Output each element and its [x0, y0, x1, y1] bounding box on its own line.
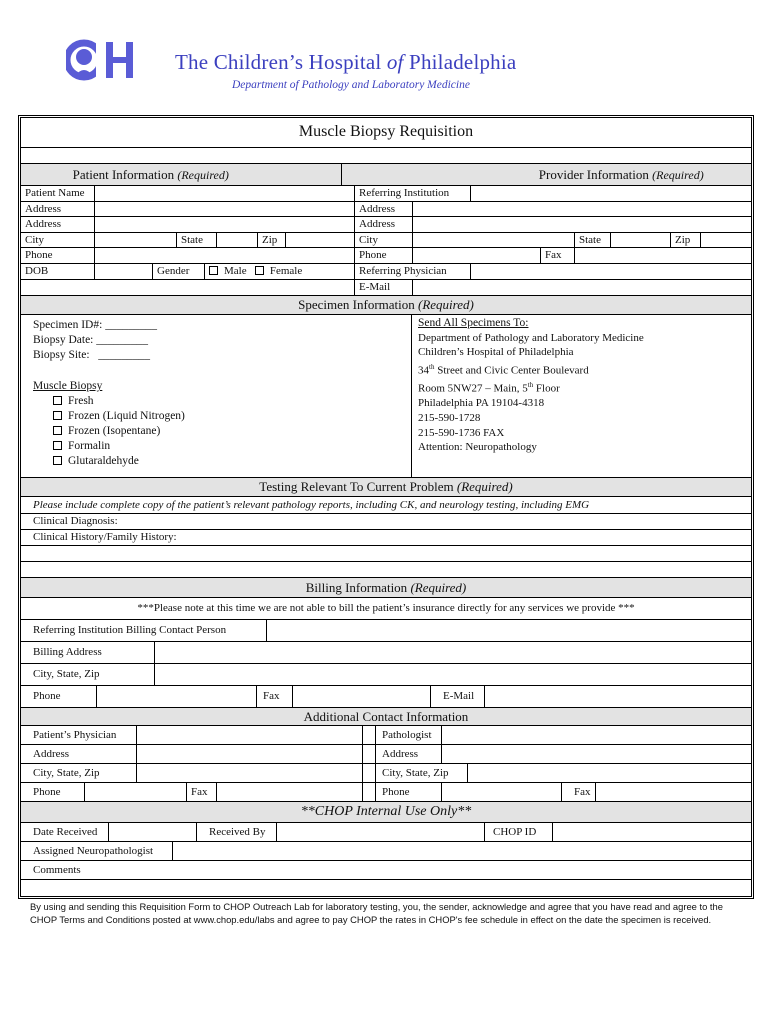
pathologist-phone-label: Phone [376, 783, 442, 801]
frozen-iso-checkbox[interactable] [53, 426, 62, 435]
patient-info-header: Patient Information (Required) [21, 164, 342, 185]
patient-address1-row[interactable] [21, 202, 354, 218]
provider-address1-label: Address [355, 202, 413, 217]
provider-physician-row[interactable] [355, 264, 751, 280]
received-by-label: Received By [197, 823, 277, 841]
referring-physician-input[interactable] [471, 264, 751, 279]
additional-city-label: City, State, Zip [21, 764, 137, 782]
date-received-input[interactable] [109, 823, 197, 841]
billing-email-label: E-Mail [431, 686, 485, 707]
neuropathologist-input[interactable] [173, 842, 751, 860]
provider-phone-input[interactable] [413, 248, 541, 263]
option-fresh[interactable]: Fresh [33, 394, 411, 409]
pathologist-address-label: Address [376, 745, 442, 763]
address-fax: 215-590-1736 FAX [418, 426, 505, 439]
provider-state-input[interactable] [611, 233, 671, 248]
muscle-biopsy-label: Muscle Biopsy [33, 380, 103, 393]
pathologist-fax-label: Fax [562, 783, 596, 801]
form-bottom-blank [21, 880, 751, 896]
billing-address-input[interactable] [155, 642, 751, 663]
patient-city-input[interactable] [95, 233, 177, 248]
frozen-ln-checkbox[interactable] [53, 411, 62, 420]
provider-zip-label: Zip [671, 233, 701, 248]
additional-phone-input[interactable] [85, 783, 187, 801]
spacer-row [21, 148, 751, 164]
option-frozen-liquid-nitrogen[interactable]: Frozen (Liquid Nitrogen) [33, 409, 411, 424]
patients-physician-label: Patient’s Physician [21, 726, 137, 744]
provider-fields [355, 186, 751, 295]
testing-blank-row-1[interactable] [21, 546, 751, 562]
pathologist-city-label: City, State, Zip [376, 764, 468, 782]
patient-phone-input[interactable] [95, 248, 354, 263]
billing-phone-label: Phone [21, 686, 97, 707]
patient-state-input[interactable] [217, 233, 258, 248]
fresh-checkbox[interactable] [53, 396, 62, 405]
additional-phone-row[interactable] [21, 783, 751, 802]
female-label: Female [269, 264, 303, 277]
billing-note: ***Please note at this time we are not able to bill the patient’s insurance directly for any services we provide *** [21, 598, 751, 620]
specimen-id-field[interactable]: Specimen ID#: _________ [33, 319, 157, 332]
additional-city-input[interactable] [137, 764, 363, 782]
billing-city-label: City, State, Zip [21, 664, 155, 685]
address-room: Room 5NW27 – Main, 5th Floor [418, 381, 560, 395]
billing-header: Billing Information (Required) [21, 578, 751, 598]
provider-city-label: City [355, 233, 413, 248]
provider-address1-row[interactable] [355, 202, 751, 218]
billing-email-input[interactable] [485, 686, 751, 707]
pathologist-city-input[interactable] [468, 764, 751, 782]
provider-phone-row[interactable] [355, 248, 751, 264]
hospital-title: The Children’s Hospital of Philadelphia [175, 50, 517, 74]
additional-address-row[interactable] [21, 745, 751, 764]
patient-zip-label: Zip [258, 233, 286, 248]
additional-phone-label: Phone [21, 783, 85, 801]
form-title: Muscle Biopsy Requisition [21, 118, 751, 148]
patient-name-row[interactable] [21, 186, 354, 202]
chop-id-input[interactable] [553, 823, 751, 841]
additional-address-input[interactable] [137, 745, 363, 763]
referring-institution-label: Referring Institution [355, 186, 471, 201]
provider-city-row[interactable] [355, 233, 751, 249]
patient-provider-header [21, 164, 751, 186]
address-line-2: Children’s Hospital of Philadelphia [418, 346, 574, 359]
provider-address2-label: Address [355, 217, 413, 232]
female-checkbox[interactable] [255, 266, 264, 275]
chop-logo-icon [66, 36, 138, 84]
male-label: Male [224, 264, 247, 277]
address-phone: 215-590-1728 [418, 412, 481, 425]
billing-contact-input[interactable] [267, 620, 751, 641]
patient-dob-row[interactable] [21, 264, 354, 280]
testing-header: Testing Relevant To Current Problem (Required) [21, 478, 751, 497]
neuropathologist-label: Assigned Neuropathologist [21, 842, 173, 860]
patient-phone-row[interactable] [21, 248, 354, 264]
billing-city-input[interactable] [155, 664, 751, 685]
additional-physician-row[interactable] [21, 726, 751, 745]
provider-fax-input[interactable] [575, 248, 751, 263]
biopsy-date-field[interactable]: Biopsy Date: _________ [33, 334, 148, 347]
testing-blank-row-2[interactable] [21, 562, 751, 578]
patient-state-label: State [177, 233, 217, 248]
billing-fax-input[interactable] [293, 686, 431, 707]
patient-zip-input[interactable] [286, 233, 354, 248]
patient-address1-label: Address [21, 202, 95, 217]
patient-phone-label: Phone [21, 248, 95, 263]
additional-fax-label: Fax [187, 783, 217, 801]
terms-footer: By using and sending this Requisition Form to CHOP Outreach Lab for laboratory testing, you, the sender, acknowledge and agree that you have read and agree to the CHOP Terms and Conditions posted at www.chop.edu/labs and agree to pay CHOP the rates in CHOP's fee schedule in effect on the date the specimen is received. [30, 901, 723, 925]
patient-blank-row [21, 280, 354, 296]
billing-phone-input[interactable] [97, 686, 257, 707]
additional-address-label: Address [21, 745, 137, 763]
department-subtitle: Department of Pathology and Laboratory Medicine [232, 79, 470, 91]
address-city: Philadelphia PA 19104-4318 [418, 397, 545, 410]
option-frozen-isopentane[interactable]: Frozen (Isopentane) [33, 424, 411, 439]
billing-address-row[interactable] [21, 642, 751, 664]
pathologist-fax-input[interactable] [596, 783, 751, 801]
comments-field[interactable]: Comments [33, 864, 81, 877]
provider-email-label: E-Mail [355, 280, 413, 296]
provider-email-row[interactable] [355, 280, 751, 296]
send-specimens-address [412, 315, 751, 477]
specimen-header: Specimen Information (Required) [21, 296, 751, 315]
pathologist-phone-input[interactable] [442, 783, 562, 801]
patients-physician-input[interactable] [137, 726, 363, 744]
provider-state-label: State [575, 233, 611, 248]
patient-dob-input[interactable] [95, 264, 153, 279]
biopsy-site-field[interactable]: Biopsy Site: _________ [33, 349, 150, 362]
requisition-form [18, 115, 754, 899]
billing-address-label: Billing Address [21, 642, 155, 663]
provider-address1-input[interactable] [413, 202, 751, 217]
provider-email-input[interactable] [413, 280, 751, 296]
specimen-fields [21, 315, 412, 477]
patient-address2-row[interactable] [21, 217, 354, 233]
pathologist-input[interactable] [442, 726, 751, 744]
address-street: 34th Street and Civic Center Boulevard [418, 362, 589, 377]
patient-provider-fields [21, 186, 751, 296]
provider-address2-row[interactable] [355, 217, 751, 233]
pathologist-label: Pathologist [376, 726, 442, 744]
comments-row[interactable] [21, 861, 751, 880]
specimen-section [21, 315, 751, 478]
additional-city-row[interactable] [21, 764, 751, 783]
patient-address2-label: Address [21, 217, 95, 232]
send-to-label: Send All Specimens To: [418, 317, 529, 330]
billing-contact-row[interactable] [21, 620, 751, 642]
referring-physician-label: Referring Physician [355, 264, 471, 279]
internal-received-row[interactable] [21, 823, 751, 842]
billing-fax-label: Fax [257, 686, 293, 707]
provider-address2-input[interactable] [413, 217, 751, 232]
patient-name-label: Patient Name [21, 186, 95, 201]
formalin-checkbox[interactable] [53, 441, 62, 450]
provider-info-header: Provider Information (Required) [538, 167, 704, 182]
clinical-history-field[interactable]: Clinical History/Family History: [21, 530, 751, 546]
address-attention: Attention: Neuropathology [418, 441, 537, 454]
internal-use-header: **CHOP Internal Use Only** [21, 802, 751, 823]
patient-fields [21, 186, 355, 295]
additional-contact-header: Additional Contact Information [21, 708, 751, 726]
patient-city-row[interactable] [21, 233, 354, 249]
provider-phone-label: Phone [355, 248, 413, 263]
billing-contact-label: Referring Institution Billing Contact Person [21, 620, 267, 641]
page-header [0, 0, 770, 110]
pathologist-address-input[interactable] [442, 745, 751, 763]
patient-address1-input[interactable] [95, 202, 354, 217]
chop-id-label: CHOP ID [485, 823, 553, 841]
option-formalin[interactable]: Formalin [33, 439, 411, 454]
provider-fax-label: Fax [541, 248, 575, 263]
gender-options [205, 264, 354, 279]
provider-zip-input[interactable] [701, 233, 751, 248]
address-line-1: Department of Pathology and Laboratory Medicine [418, 331, 644, 344]
provider-institution-row[interactable] [355, 186, 751, 202]
male-checkbox[interactable] [209, 266, 218, 275]
testing-note: Please include complete copy of the patient’s relevant pathology reports, including CK, and neurology testing, including EMG [21, 497, 751, 514]
billing-phone-row[interactable] [21, 686, 751, 708]
referring-institution-input[interactable] [471, 186, 751, 201]
additional-fax-input[interactable] [217, 783, 363, 801]
patient-name-input[interactable] [95, 186, 354, 201]
patient-address2-input[interactable] [95, 217, 354, 232]
patient-gender-label: Gender [153, 264, 205, 279]
date-received-label: Date Received [21, 823, 109, 841]
glutaraldehyde-checkbox[interactable] [53, 456, 62, 465]
patient-city-label: City [21, 233, 95, 248]
provider-city-input[interactable] [413, 233, 575, 248]
neuropathologist-row[interactable] [21, 842, 751, 861]
option-glutaraldehyde[interactable]: Glutaraldehyde [33, 454, 411, 469]
patient-dob-label: DOB [21, 264, 95, 279]
billing-city-row[interactable] [21, 664, 751, 686]
received-by-input[interactable] [277, 823, 485, 841]
clinical-diagnosis-field[interactable]: Clinical Diagnosis: [21, 514, 751, 530]
